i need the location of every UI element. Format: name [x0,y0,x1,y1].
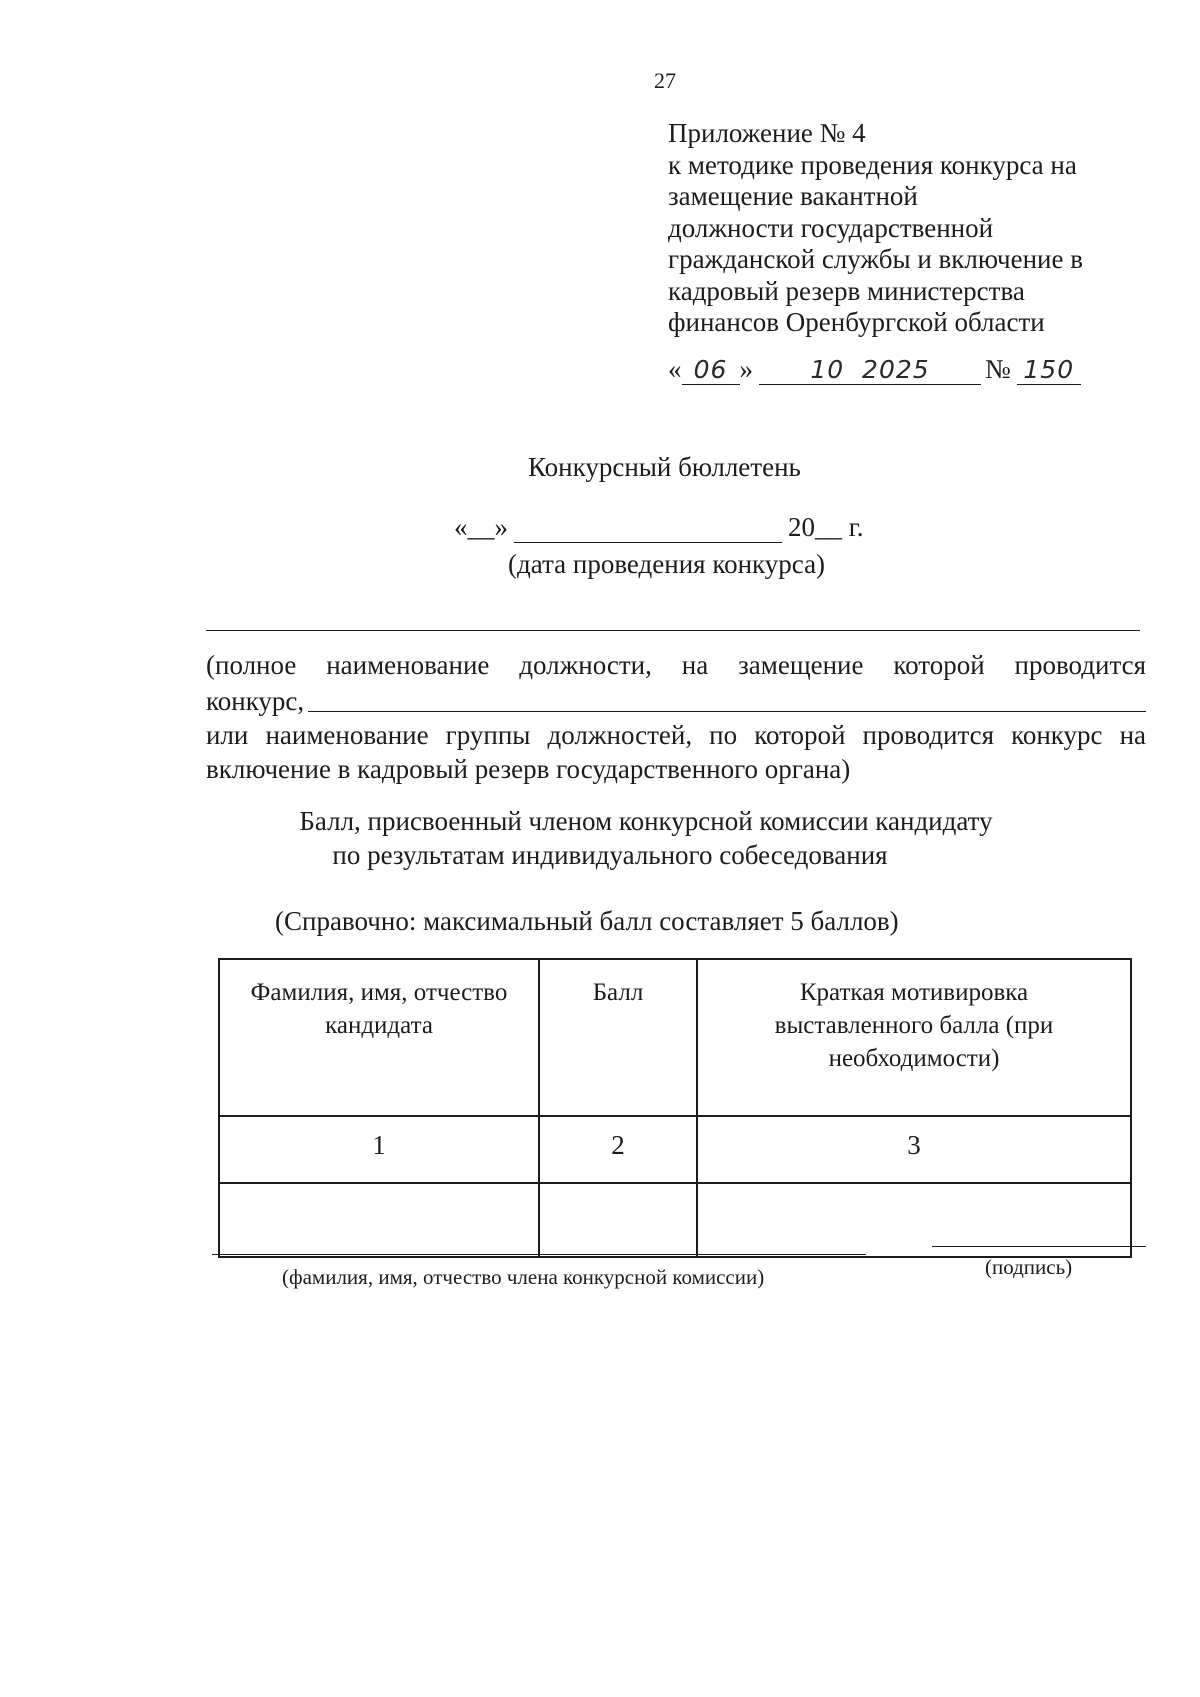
position-description-line: или наименование группы должностей, по которой проводится конкурс на [206,720,1146,750]
member-name-caption: (фамилия, имя, отчество члена конкурсной комиссии) [282,1265,765,1289]
date-open-quote: « [668,354,682,384]
max-score-note: (Справочно: максимальный балл составляет 5 баллов) [275,906,899,936]
header-justification: Краткая мотивировка выставленного балла (при необходимости) [697,959,1131,1116]
ballot-date-line [454,512,864,543]
signature-caption: (подпись) [985,1255,1073,1279]
ballot-date-blank [514,516,782,543]
score-cell[interactable] [539,1183,697,1257]
score-table [218,958,1132,1258]
page-number: 27 [654,68,676,93]
number-sign: № [985,354,1011,384]
header-score: Балл [539,959,697,1116]
date-close-quote: » [739,354,753,384]
position-description-line: конкурс, [206,686,305,716]
ballot-date-day: «__» [454,512,508,542]
handwritten-order-number: 150 [1017,356,1081,385]
appendix-line: кадровый резерв министерства [668,275,1025,306]
appendix-date-line [668,354,1081,385]
signature-line [932,1246,1146,1247]
appendix-line: финансов Оренбургской области [668,307,1045,337]
position-description-line: включение в кадровый резерв государственного органа) [206,754,851,784]
column-number: 2 [539,1116,697,1183]
handwritten-month-year: 10 2025 [759,356,981,385]
ballot-date-year: 20__ г. [788,512,864,542]
appendix-line: замещение вакантной [668,181,918,211]
table-row [219,1116,1131,1183]
position-blank-line [206,630,1140,631]
appendix-line: Приложение № 4 [668,118,866,148]
appendix-line: гражданской службы и включение в [668,244,1083,274]
table-header-row [219,959,1131,1116]
appendix-line: к методике проведения конкурса на [668,149,1077,180]
ballot-title: Конкурсный бюллетень [528,452,801,482]
handwritten-day: 06 [682,356,740,385]
ballot-date-caption: (дата проведения конкурса) [508,549,826,579]
appendix-header [668,118,1083,339]
appendix-line: должности государственной [668,212,994,243]
score-heading-line: Балл, присвоенный членом конкурсной комиссии кандидату [299,806,993,836]
position-description-line: (полное наименование должности, на замещение которой проводится [206,650,1146,680]
header-candidate-name: Фамилия, имя, отчество кандидата [219,959,539,1116]
candidate-name-cell[interactable] [219,1183,539,1257]
position-blank-line-2 [308,689,1146,712]
column-number: 1 [219,1116,539,1183]
column-number: 3 [697,1116,1131,1183]
score-heading-line: по результатам индивидуального собеседования [332,840,888,870]
position-description-row [206,684,1146,718]
member-name-line [212,1254,866,1255]
